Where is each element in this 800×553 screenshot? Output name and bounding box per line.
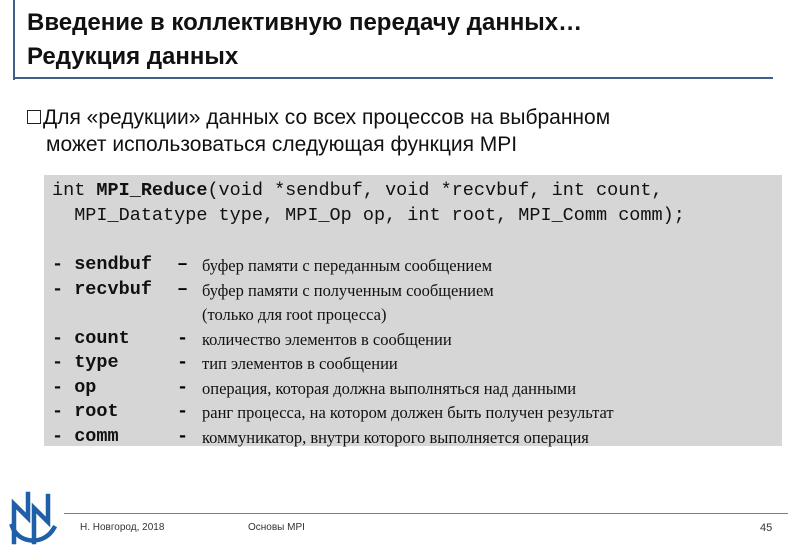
page-number: 45 [760, 522, 773, 534]
title-line-1: Введение в коллективную передачу данных… [27, 9, 583, 36]
title-accent-bar [13, 0, 15, 80]
param-dash: - [177, 425, 189, 447]
param-dash: – [177, 254, 189, 275]
intro-text [27, 104, 767, 158]
sig-params-1: (void *sendbuf, void *recvbuf, int count, [207, 180, 663, 201]
sig-function-name: MPI_Reduce [96, 180, 208, 201]
university-logo-icon [4, 488, 60, 548]
param-desc: буфер памяти с полученным сообщением [202, 280, 494, 300]
param-name: - count [52, 327, 130, 349]
param-desc: коммуникатор, внутри которого выполняется операция [202, 427, 589, 447]
param-name: - recvbuf [52, 278, 152, 300]
param-dash: - [177, 376, 189, 398]
param-name: - comm [52, 425, 119, 447]
title-divider [13, 77, 773, 79]
param-name: - root [52, 401, 119, 422]
param-desc: (только для root процесса) [202, 305, 387, 324]
param-desc: буфер памяти с переданным сообщением [202, 256, 493, 275]
sig-params-2: MPI_Datatype type, MPI_Op op, int root, MPI_Comm comm); [52, 205, 685, 226]
sig-return-type: int [52, 180, 97, 201]
title-line-2: Редукция данных [27, 43, 239, 70]
footer-location: Н. Новгород, 2018 [80, 522, 165, 533]
param-dash: – [177, 278, 189, 300]
param-desc: тип элементов в сообщении [202, 354, 398, 373]
footer-divider [64, 513, 788, 514]
param-dash: - [177, 401, 189, 422]
param-name: - sendbuf [52, 254, 152, 275]
function-signature [52, 178, 685, 228]
code-panel [44, 175, 782, 446]
intro-line-1: Для «редукции» данных со всех процессов на выбранном [43, 106, 611, 129]
param-desc: ранг процесса, на котором должен быть получен результат [202, 403, 614, 422]
page-title [27, 6, 582, 74]
footer-course: Основы MPI [248, 522, 305, 533]
checkbox-bullet-icon [27, 110, 41, 124]
param-name: - type [52, 352, 119, 373]
param-dash: - [177, 352, 189, 373]
param-desc: количество элементов в сообщении [202, 329, 452, 349]
param-desc: операция, которая должна выполняться над данными [202, 378, 577, 398]
intro-line-2: может использоваться следующая функция MPI [46, 133, 518, 156]
param-name: - op [52, 376, 97, 398]
param-dash: - [177, 327, 189, 349]
